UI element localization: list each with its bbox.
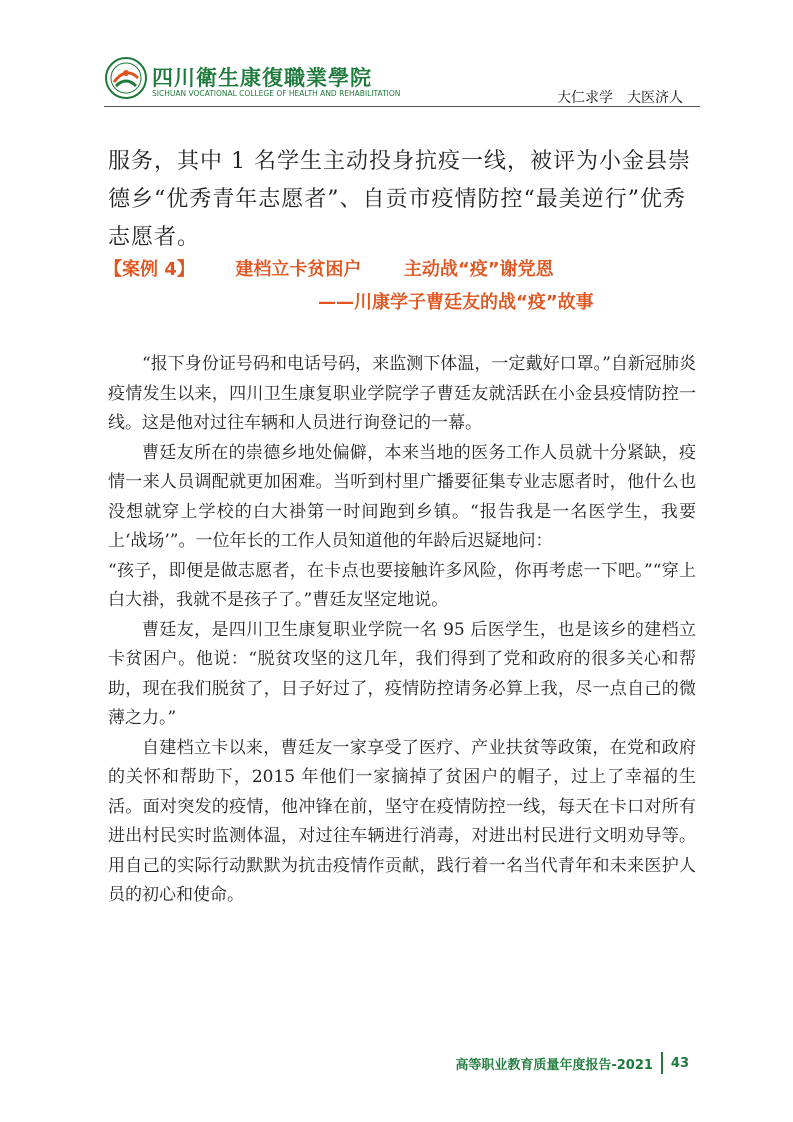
paragraph: 曹廷友，是四川卫生康复职业学院一名 95 后医学生，也是该乡的建档立卡贫困户。他说：“脱贫攻坚的这几年，我们得到了党和政府的很多关心和帮助，现在我们脱贫了，日子好过了，疫情防控请务必算上我，尽一点自己的微薄之力。” bbox=[108, 619, 696, 728]
college-name-cn: 四川衛生康復職業學院 bbox=[152, 66, 372, 90]
case-title-2: 主动战“疫”谢党恩 bbox=[403, 259, 554, 280]
case-heading bbox=[104, 255, 554, 281]
case-tag: 【案例 4】 bbox=[104, 259, 195, 280]
case-subtitle: ——川康学子曹廷友的战“疫”故事 bbox=[318, 292, 594, 313]
page-header bbox=[0, 0, 793, 112]
paragraph: 自建档立卡以来，曹廷友一家享受了医疗、产业扶贫等政策，在党和政府的关怀和帮助下，2015 年他们一家摘掉了贫困户的帽子，过上了幸福的生活。面对突发的疫情，他冲锋在前，坚守在疫情防控一线，每天在卡口对所有进出村民实时监测体温，对过往车辆进行消毒，对进出村民进行文明劝导等。用自己的实际行动默默为抗击疫情作贡献，践行着一名当代青年和未来医护人员的初心和使命。 bbox=[108, 737, 696, 905]
page-footer bbox=[455, 1052, 689, 1074]
college-logo-icon bbox=[104, 56, 148, 100]
page-number: 43 bbox=[670, 1055, 689, 1071]
footer-divider bbox=[661, 1052, 663, 1074]
college-motto: 大仁求学 大医济人 bbox=[557, 90, 683, 106]
paragraph: 曹廷友所在的崇德乡地处偏僻，本来当地的医务工作人员就十分紧缺，疫情一来人员调配就更加困难。当听到村里广播要征集专业志愿者时，他什么也没想就穿上学校的白大褂第一时间跑到乡镇。“报告我是一名医学生，我要上‘战场’”。一位年长的工作人员知道他的年龄后迟疑地问： bbox=[108, 442, 696, 551]
header-divider bbox=[104, 106, 700, 107]
paragraph: “报下身份证号码和电话号码，来监测下体温，一定戴好口罩。”自新冠肺炎疫情发生以来，四川卫生康复职业学院学子曹廷友就活跃在小金县疫情防控一线。这是他对过往车辆和人员进行询登记的一幕。 bbox=[108, 354, 696, 433]
college-name-en: SICHUAN VOCATIONAL COLLEGE OF HEALTH AND REHABILITATION bbox=[152, 89, 401, 98]
report-title: 高等职业教育质量年度报告-2021 bbox=[455, 1057, 653, 1073]
paragraph: “孩子，即便是做志愿者，在卡点也要接触许多风险，你再考虑一下吧。”“穿上白大褂，我就不是孩子了。”曹廷友坚定地说。 bbox=[108, 560, 696, 610]
case-title-1: 建档立卡贫困户 bbox=[235, 259, 362, 280]
intro-paragraph: 服务，其中 1 名学生主动投身抗疫一线，被评为小金县崇德乡“优秀青年志愿者”、自贡市疫情防控“最美逆行”优秀志愿者。 bbox=[108, 149, 691, 250]
article-body bbox=[108, 350, 696, 911]
